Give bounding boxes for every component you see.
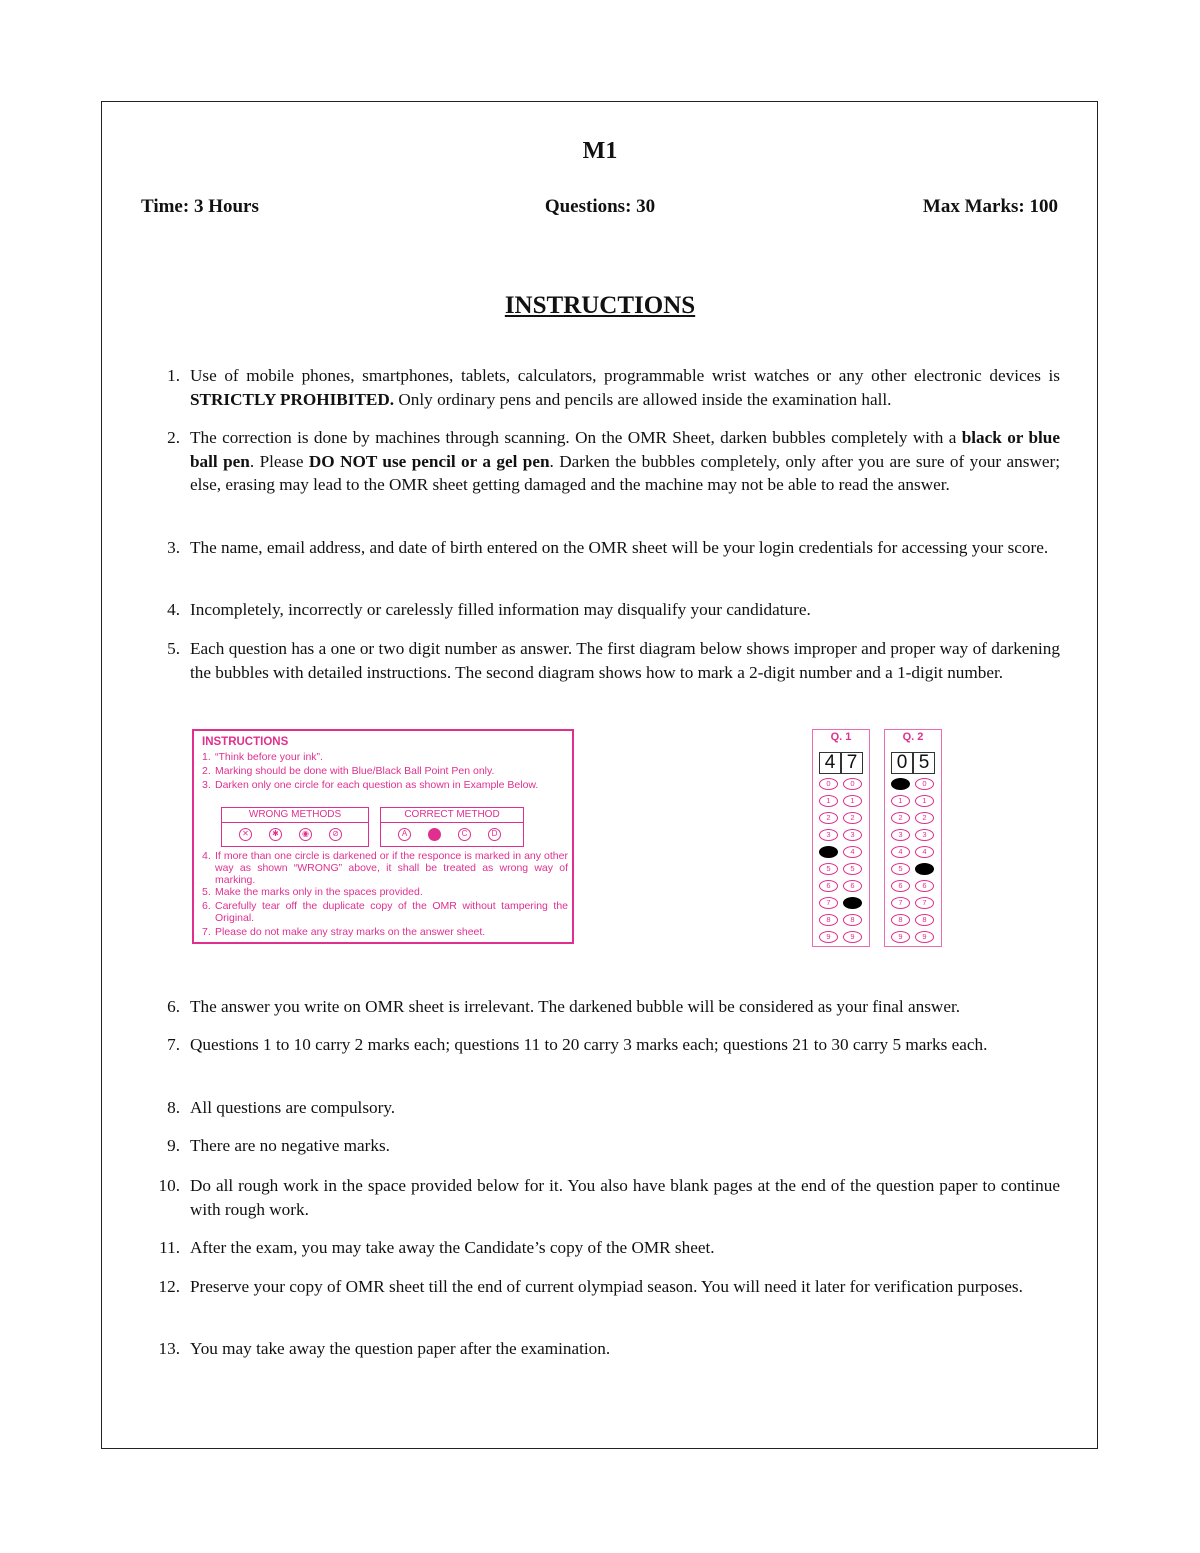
omr-box-line: 4. If more than one circle is darkened or if the responce is marked in any other way as shown “WRONG” above, it shall be treated as wrong way of marking. xyxy=(202,850,568,886)
omr-bubble: 6 xyxy=(843,880,862,892)
omr-digit-box: 7 xyxy=(841,752,863,774)
option-circle-icon: C xyxy=(458,828,471,841)
omr-column-q1 xyxy=(812,729,870,947)
omr-box-heading: INSTRUCTIONS xyxy=(202,736,289,748)
omr-bubble: 1 xyxy=(843,795,862,807)
omr-bubble: 9 xyxy=(915,931,934,943)
page-title: M1 xyxy=(582,138,618,164)
omr-bubble: 4 xyxy=(891,846,910,858)
instructions-heading: INSTRUCTIONS xyxy=(504,292,696,319)
correct-method-label: CORRECT METHOD xyxy=(381,808,523,823)
instruction-item: 11. After the exam, you may take away the Candidate’s copy of the OMR sheet. xyxy=(159,1238,715,1257)
instruction-item: 8. All questions are compulsory. xyxy=(167,1098,396,1117)
omr-digit-box: 4 xyxy=(819,752,841,774)
max-marks-label: Max Marks: 100 xyxy=(922,196,1058,217)
wrong-mark-icon: ✕ xyxy=(239,828,252,841)
omr-bubble: 9 xyxy=(819,931,838,943)
omr-bubble-filled: 0 xyxy=(891,778,910,790)
omr-bubble: 8 xyxy=(915,914,934,926)
omr-bubble: 1 xyxy=(891,795,910,807)
instruction-item: 5. Each question has a one or two digit number as answer. The first diagram below shows improper and proper way of darkening the bubbles with detailed instructions. The second diagram shows how to mark a 2-digit number and a 1-digit number. xyxy=(167,639,1060,682)
omr-box-line: 3. Darken only one circle for each question as shown in Example Below. xyxy=(202,779,539,791)
omr-instruction-figure xyxy=(192,729,574,944)
omr-box-line: 5. Make the marks only in the spaces provided. xyxy=(202,886,423,898)
instruction-item: 3. The name, email address, and date of birth entered on the OMR sheet will be your login credentials for accessing your score. xyxy=(167,538,1049,557)
omr-bubble: 2 xyxy=(843,812,862,824)
instruction-item: 9. There are no negative marks. xyxy=(167,1136,390,1155)
omr-bubble: 0 xyxy=(819,778,838,790)
omr-bubble: 1 xyxy=(915,795,934,807)
option-circle-icon: D xyxy=(488,828,501,841)
omr-bubble: 8 xyxy=(891,914,910,926)
omr-bubble: 0 xyxy=(915,778,934,790)
wrong-methods-box xyxy=(221,807,369,847)
wrong-methods-label: WRONG METHODS xyxy=(222,808,368,823)
omr-bubble: 7 xyxy=(891,897,910,909)
omr-box-line: 2. Marking should be done with Blue/Black Ball Point Pen only. xyxy=(202,765,495,777)
omr-bubble: 0 xyxy=(843,778,862,790)
instruction-item: 2. The correction is done by machines through scanning. On the OMR Sheet, darken bubbles completely with a black or blue ball pen. Please DO NOT use pencil or a gel pen. Darken the bubbles completely, only after you are sure of your answer; else, erasing may lead to the OMR sheet getting damaged and the machine may not be able to read the answer. xyxy=(167,428,1060,494)
omr-bubble: 4 xyxy=(843,846,862,858)
omr-bubble: 2 xyxy=(891,812,910,824)
omr-bubble: 6 xyxy=(891,880,910,892)
omr-bubble: 5 xyxy=(819,863,838,875)
omr-bubble: 7 xyxy=(915,897,934,909)
omr-bubble: 9 xyxy=(891,931,910,943)
omr-box-line: 6. Carefully tear off the duplicate copy of the OMR without tampering the Original. xyxy=(202,900,568,924)
omr-bubble: 9 xyxy=(843,931,862,943)
omr-bubble: 6 xyxy=(915,880,934,892)
option-circle-icon: A xyxy=(398,828,411,841)
omr-bubble: 3 xyxy=(915,829,934,841)
omr-bubble: 5 xyxy=(843,863,862,875)
omr-box-line: 1. “Think before your ink”. xyxy=(202,751,323,763)
instruction-item: 10. Do all rough work in the space provided below for it. You also have blank pages at the end of the question paper to continue with rough work. xyxy=(158,1176,1060,1219)
instruction-item: 4. Incompletely, incorrectly or carelessly filled information may disqualify your candidature. xyxy=(167,600,811,619)
omr-bubble: 4 xyxy=(915,846,934,858)
instruction-item: 6. The answer you write on OMR sheet is irrelevant. The darkened bubble will be considered as your final answer. xyxy=(167,997,961,1016)
instruction-item: 7. Questions 1 to 10 carry 2 marks each; questions 11 to 20 carry 3 marks each; questions 21 to 30 carry 5 marks each. xyxy=(167,1035,988,1054)
instruction-item: 13. You may take away the question paper after the examination. xyxy=(158,1339,611,1358)
omr-column-label: Q. 2 xyxy=(902,731,924,743)
wrong-mark-icon: ◉ xyxy=(299,828,312,841)
wrong-mark-icon: ✱ xyxy=(269,828,282,841)
wrong-mark-icon: ⊘ xyxy=(329,828,342,841)
questions-label: Questions: 30 xyxy=(544,196,656,217)
instruction-item: 12. Preserve your copy of OMR sheet till the end of current olympiad season. You will need it later for verification purposes. xyxy=(158,1277,1023,1296)
omr-bubble: 1 xyxy=(819,795,838,807)
omr-bubble: 8 xyxy=(843,914,862,926)
omr-column-label: Q. 1 xyxy=(830,731,852,743)
omr-bubble: 8 xyxy=(819,914,838,926)
instruction-item: 1. Use of mobile phones, smartphones, tablets, calculators, programmable wrist watches or any other electronic devices is STRICTLY PROHIBITED. Only ordinary pens and pencils are allowed inside the examination hall. xyxy=(167,366,1060,409)
omr-digit-box: 0 xyxy=(891,752,913,774)
filled-circle-icon xyxy=(428,828,441,841)
time-label: Time: 3 Hours xyxy=(141,196,259,217)
omr-bubble: 6 xyxy=(819,880,838,892)
omr-digit-box: 5 xyxy=(913,752,935,774)
omr-bubble-filled: 7 xyxy=(843,897,862,909)
omr-bubble-filled: 5 xyxy=(915,863,934,875)
omr-bubble: 3 xyxy=(819,829,838,841)
omr-bubble: 7 xyxy=(819,897,838,909)
omr-bubble: 3 xyxy=(891,829,910,841)
omr-bubble-filled: 4 xyxy=(819,846,838,858)
omr-bubble: 2 xyxy=(915,812,934,824)
omr-bubble: 2 xyxy=(819,812,838,824)
omr-column-q2 xyxy=(884,729,942,947)
omr-bubble: 3 xyxy=(843,829,862,841)
omr-bubble: 5 xyxy=(891,863,910,875)
correct-method-box xyxy=(380,807,524,847)
omr-box-line: 7. Please do not make any stray marks on the answer sheet. xyxy=(202,926,486,938)
